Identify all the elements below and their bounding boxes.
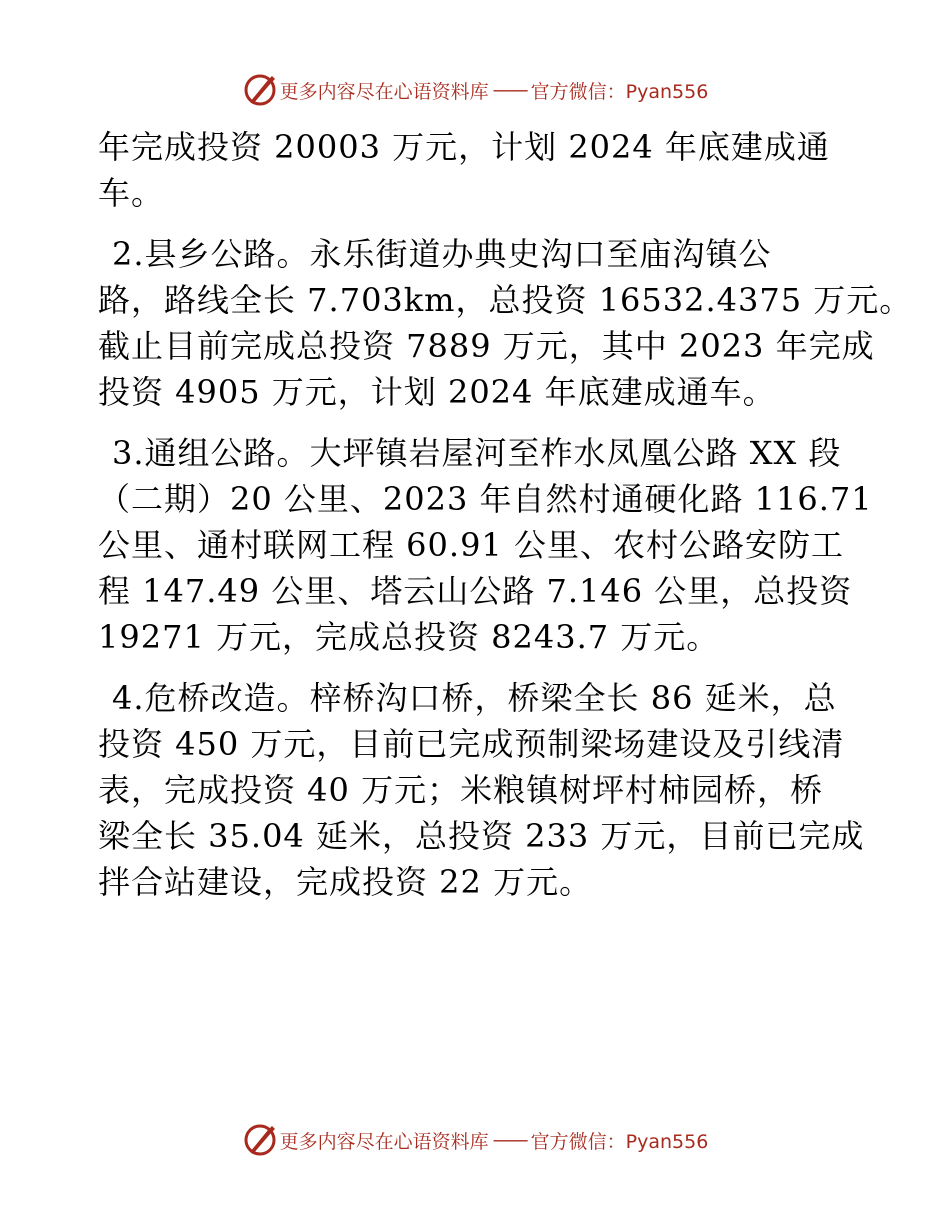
header-banner <box>0 70 950 110</box>
banner-wechat: 官方微信：Pyan556 <box>530 1130 709 1153</box>
text-line: （二期）20 公里、2023 年自然村通硬化路 116.71 <box>98 480 873 518</box>
banner-text: 更多内容尽在心语资料库 <box>279 80 489 103</box>
text-line: 表，完成投资 40 万元；米粮镇树坪村柿园桥，桥 <box>98 771 824 809</box>
text-line: 4.危桥改造。梓桥沟口桥，桥梁全长 86 延米，总 <box>112 679 837 717</box>
text-line: 投资 4905 万元，计划 2024 年底建成通车。 <box>98 373 776 411</box>
text-line: 梁全长 35.04 延米，总投资 233 万元，目前已完成 <box>98 817 865 855</box>
text-line: 公里、通村联网工程 60.91 公里、农村公路安防工 <box>98 526 844 564</box>
pen-logo-icon <box>242 1122 278 1158</box>
document-body <box>98 124 913 920</box>
banner-text: 更多内容尽在心语资料库 <box>279 1130 489 1153</box>
paragraph-bridge-renovation <box>98 675 865 905</box>
pen-logo-icon <box>242 72 278 108</box>
paragraph-continuation <box>98 124 858 216</box>
text-line: 程 147.49 公里、塔云山公路 7.146 公里，总投资 <box>98 572 853 610</box>
text-line: 截止目前完成总投资 7889 万元，其中 2023 年完成 <box>98 327 875 365</box>
banner-wechat: 官方微信：Pyan556 <box>530 80 709 103</box>
text-line: 拌合站建设，完成投资 22 万元。 <box>98 863 593 901</box>
banner-separator: —— <box>492 1129 527 1151</box>
paragraph-county-roads <box>98 231 913 415</box>
text-line: 19271 万元，完成总投资 8243.7 万元。 <box>98 618 720 656</box>
text-line: 2.县乡公路。永乐街道办典史沟口至庙沟镇公 <box>112 235 772 273</box>
text-line: 年完成投资 20003 万元，计划 2024 年底建成通 <box>98 128 830 166</box>
footer-banner <box>0 1120 950 1160</box>
paragraph-group-roads <box>98 430 873 660</box>
text-line: 3.通组公路。大坪镇岩屋河至柞水凤凰公路 XX 段 <box>112 434 842 472</box>
text-line: 路，路线全长 7.703km，总投资 16532.4375 万元。 <box>98 281 913 319</box>
banner-separator: —— <box>492 79 527 101</box>
text-line: 车。 <box>98 174 165 212</box>
text-line: 投资 450 万元，目前已完成预制梁场建设及引线清 <box>98 725 845 763</box>
